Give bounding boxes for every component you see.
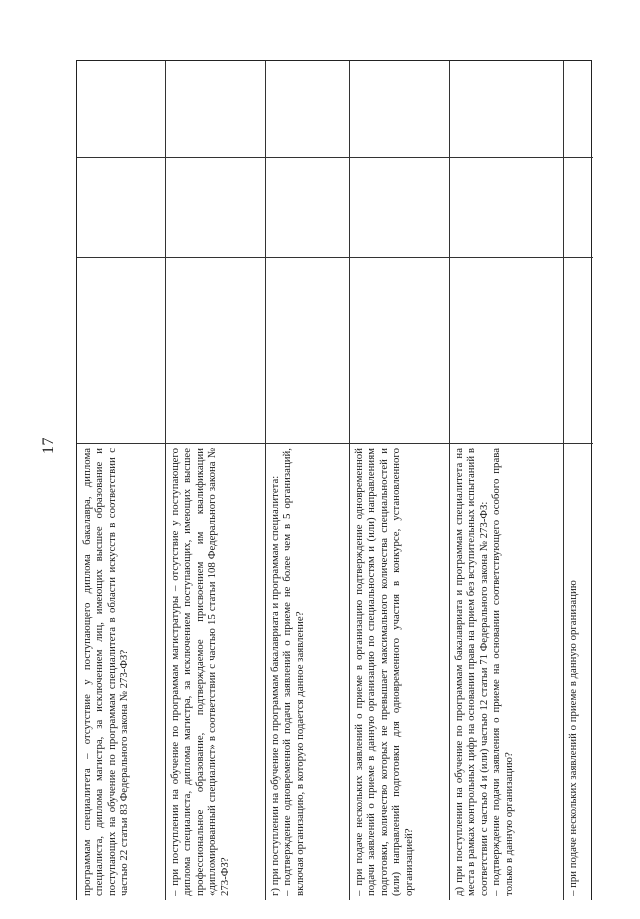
column-separator: [77, 157, 593, 158]
paragraph: д) при поступлении на обучение по программам бакалавриата и программам специалитета на места в рамках контрольных цифр на основании права на прием без вступительных испытаний в соответствии с частью 4 и (или) частью 12 статьи 71 Федерального закона № 273-ФЗ:: [453, 448, 490, 896]
paragraph: – при поступлении на обучение по программам магистратуры – отсутствие у поступающего диплома специалиста, диплома магистра, за исключением поступающих, имеющих высшее профессиональное образование, подтверждаемое присвоением им квалификации «дипломированный специалист» в соответствии с частью 15 статьи 108 Федерального закона № 273-ФЗ?: [169, 448, 231, 896]
cell-row-g2: [353, 448, 447, 896]
cell-row-d: [453, 448, 561, 896]
page-number: 17: [40, 437, 57, 454]
paragraph: – при подаче нескольких заявлений о приеме в организацию подтверждение одновременной подачи заявлений о приеме в данную организацию по специальностям и (или) направлениям подготовки, количество которых не превышает максимального количества специальностей и (или) направлений подготовки для одновременного участия в конкурсе, установленного организацией?: [353, 448, 415, 896]
row-separator: [349, 61, 350, 900]
cell-row-a: [81, 448, 165, 896]
paragraph: – подтверждение подачи заявления о приеме на основании соответствующего особого права только в данную организацию?: [490, 448, 515, 896]
row-separator: [563, 61, 564, 900]
cell-row-last: [567, 448, 589, 896]
row-separator: [165, 61, 166, 900]
column-separator: [77, 443, 593, 444]
cell-row-g: [269, 448, 347, 896]
cell-row-a2: [169, 448, 261, 896]
paragraph: г) при поступлении на обучение по программам бакалавриата и программам специалитета:: [269, 475, 281, 896]
paragraph: программам специалитета – отсутствие у поступающего диплома бакалавра, диплома специалиста, диплома магистра, за исключением лиц, имеющих высшее образование и поступающих на обучение по программам специалитета в области искусств в соответствии с частью 22 статьи 83 Федерального закона № 273-ФЗ?: [81, 448, 131, 896]
paragraph: – при подаче нескольких заявлений о приеме в данную организацию: [567, 580, 579, 896]
row-separator: [449, 61, 450, 900]
paragraph: – подтверждение одновременной подачи заявлений о приеме не более чем в 5 организаций, включая организацию, в которую подается данное заявление?: [281, 448, 306, 896]
requirements-table: [76, 60, 592, 900]
column-separator: [77, 257, 593, 258]
row-separator: [265, 61, 266, 900]
